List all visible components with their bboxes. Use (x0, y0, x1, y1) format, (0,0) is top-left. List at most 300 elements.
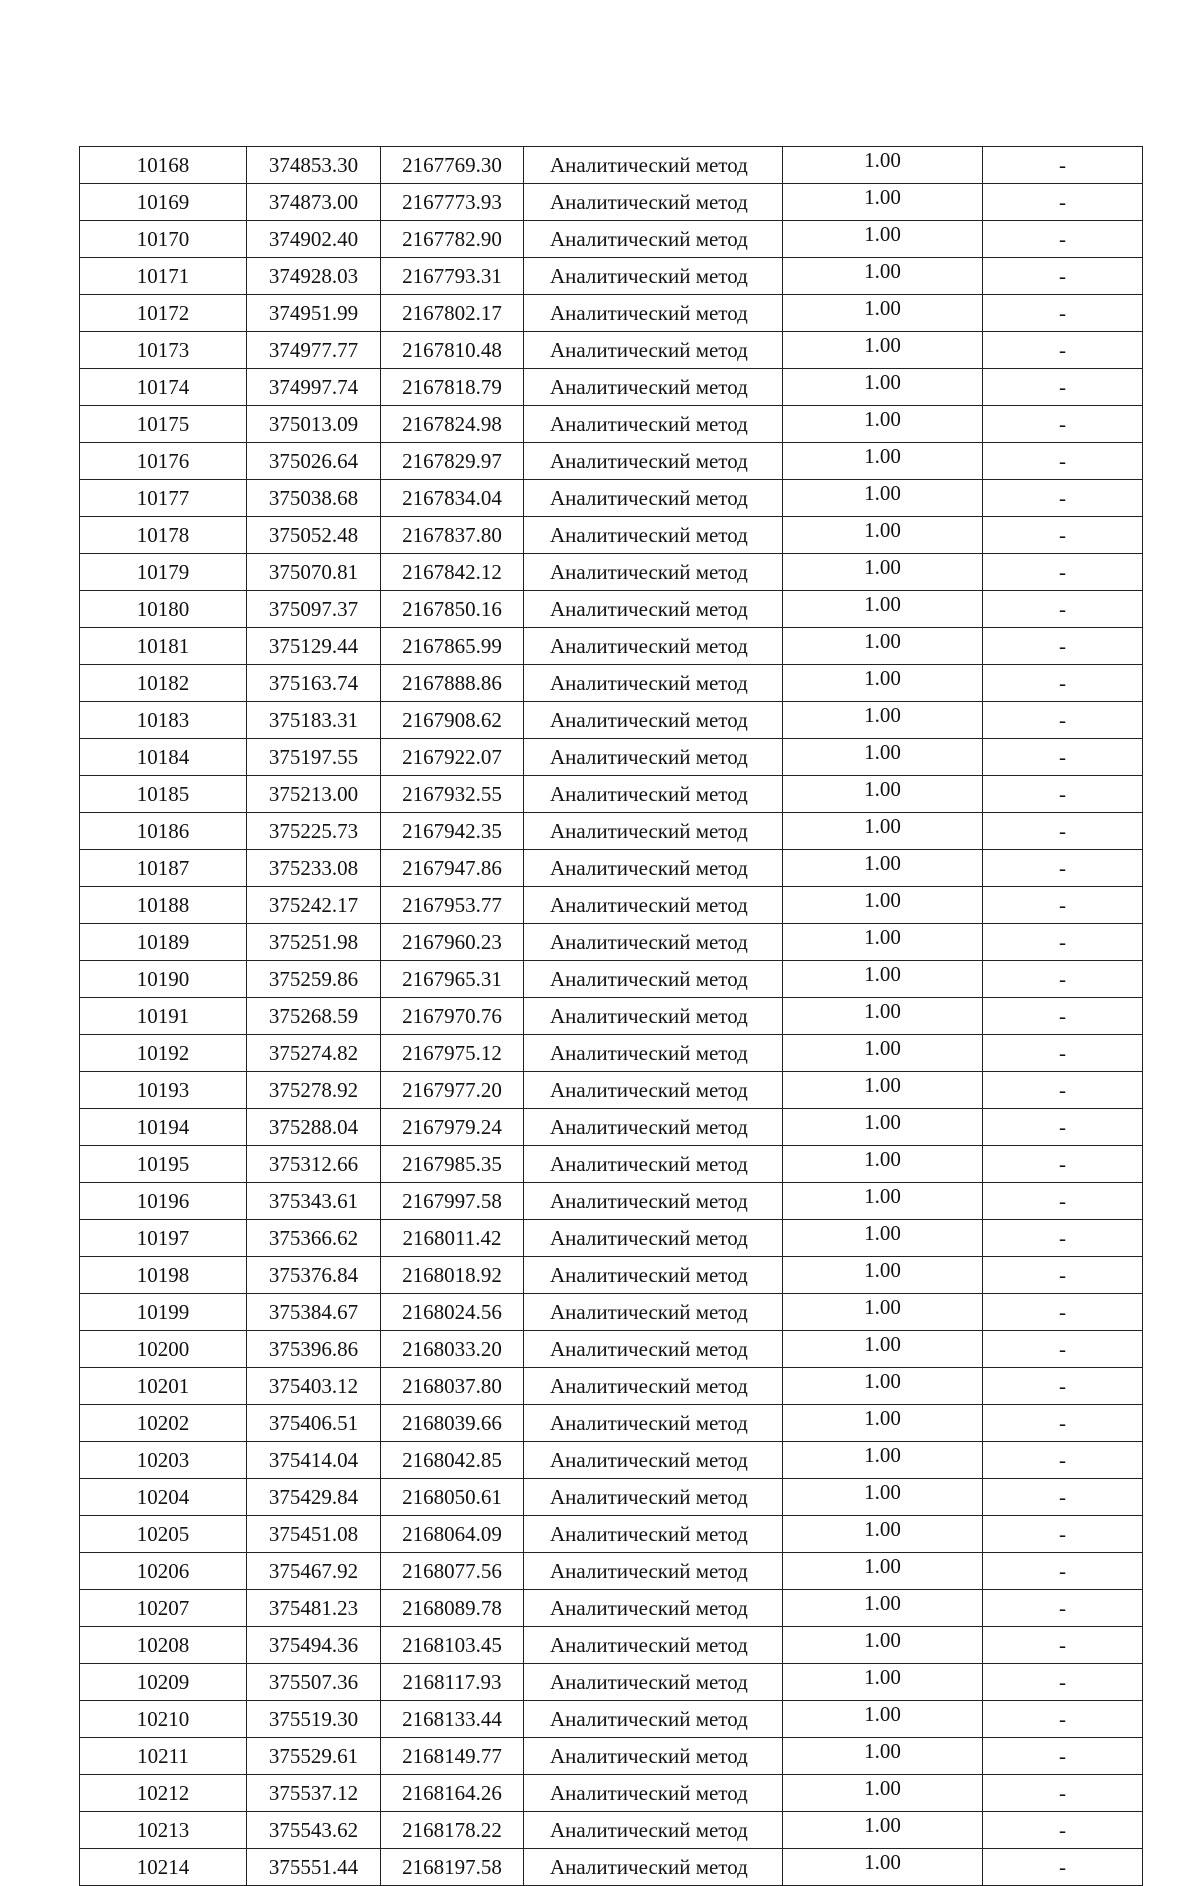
note-cell: - (983, 1701, 1143, 1738)
table-row (80, 147, 1143, 184)
table-row (80, 1664, 1143, 1701)
method-cell: Аналитический метод (524, 1812, 783, 1849)
y-coordinate-cell: 2167947.86 (381, 850, 524, 887)
y-coordinate-cell: 2167810.48 (381, 332, 524, 369)
x-coordinate-cell: 375233.08 (247, 850, 381, 887)
point-number-cell: 10194 (80, 1109, 247, 1146)
table-row (80, 776, 1143, 813)
x-coordinate-cell: 375384.67 (247, 1294, 381, 1331)
method-cell: Аналитический метод (524, 1516, 783, 1553)
note-cell: - (983, 443, 1143, 480)
point-number-cell: 10200 (80, 1331, 247, 1368)
x-coordinate-cell: 374928.03 (247, 258, 381, 295)
y-coordinate-cell: 2167965.31 (381, 961, 524, 998)
note-cell: - (983, 369, 1143, 406)
point-number-cell: 10214 (80, 1849, 247, 1886)
y-coordinate-cell: 2167837.80 (381, 517, 524, 554)
y-coordinate-cell: 2168089.78 (381, 1590, 524, 1627)
x-coordinate-cell: 375406.51 (247, 1405, 381, 1442)
point-number-cell: 10174 (80, 369, 247, 406)
method-cell: Аналитический метод (524, 776, 783, 813)
method-cell: Аналитический метод (524, 1220, 783, 1257)
point-number-cell: 10178 (80, 517, 247, 554)
point-number-cell: 10202 (80, 1405, 247, 1442)
point-number-cell: 10205 (80, 1516, 247, 1553)
method-cell: Аналитический метод (524, 147, 783, 184)
accuracy-cell: 1.00 (783, 813, 983, 850)
y-coordinate-cell: 2168039.66 (381, 1405, 524, 1442)
method-cell: Аналитический метод (524, 1479, 783, 1516)
accuracy-cell: 1.00 (783, 776, 983, 813)
y-coordinate-cell: 2168042.85 (381, 1442, 524, 1479)
note-cell: - (983, 554, 1143, 591)
method-cell: Аналитический метод (524, 702, 783, 739)
coordinates-table (79, 146, 1143, 1886)
y-coordinate-cell: 2167865.99 (381, 628, 524, 665)
table-row (80, 591, 1143, 628)
table-row (80, 480, 1143, 517)
x-coordinate-cell: 375097.37 (247, 591, 381, 628)
y-coordinate-cell: 2168117.93 (381, 1664, 524, 1701)
y-coordinate-cell: 2167782.90 (381, 221, 524, 258)
y-coordinate-cell: 2167908.62 (381, 702, 524, 739)
note-cell: - (983, 1479, 1143, 1516)
point-number-cell: 10203 (80, 1442, 247, 1479)
table-row (80, 258, 1143, 295)
method-cell: Аналитический метод (524, 1368, 783, 1405)
note-cell: - (983, 1109, 1143, 1146)
accuracy-cell: 1.00 (783, 406, 983, 443)
note-cell: - (983, 998, 1143, 1035)
note-cell: - (983, 1146, 1143, 1183)
note-cell: - (983, 147, 1143, 184)
point-number-cell: 10181 (80, 628, 247, 665)
note-cell: - (983, 739, 1143, 776)
accuracy-cell: 1.00 (783, 1738, 983, 1775)
note-cell: - (983, 1331, 1143, 1368)
table-row (80, 813, 1143, 850)
table-row (80, 1035, 1143, 1072)
point-number-cell: 10198 (80, 1257, 247, 1294)
x-coordinate-cell: 375529.61 (247, 1738, 381, 1775)
point-number-cell: 10188 (80, 887, 247, 924)
x-coordinate-cell: 375519.30 (247, 1701, 381, 1738)
point-number-cell: 10179 (80, 554, 247, 591)
method-cell: Аналитический метод (524, 517, 783, 554)
point-number-cell: 10210 (80, 1701, 247, 1738)
point-number-cell: 10204 (80, 1479, 247, 1516)
note-cell: - (983, 850, 1143, 887)
point-number-cell: 10211 (80, 1738, 247, 1775)
point-number-cell: 10175 (80, 406, 247, 443)
method-cell: Аналитический метод (524, 332, 783, 369)
point-number-cell: 10207 (80, 1590, 247, 1627)
table-row (80, 1442, 1143, 1479)
x-coordinate-cell: 375013.09 (247, 406, 381, 443)
y-coordinate-cell: 2168033.20 (381, 1331, 524, 1368)
y-coordinate-cell: 2167975.12 (381, 1035, 524, 1072)
accuracy-cell: 1.00 (783, 1368, 983, 1405)
method-cell: Аналитический метод (524, 1405, 783, 1442)
point-number-cell: 10171 (80, 258, 247, 295)
point-number-cell: 10209 (80, 1664, 247, 1701)
accuracy-cell: 1.00 (783, 1627, 983, 1664)
method-cell: Аналитический метод (524, 1257, 783, 1294)
point-number-cell: 10192 (80, 1035, 247, 1072)
method-cell: Аналитический метод (524, 1627, 783, 1664)
point-number-cell: 10212 (80, 1775, 247, 1812)
point-number-cell: 10176 (80, 443, 247, 480)
point-number-cell: 10187 (80, 850, 247, 887)
y-coordinate-cell: 2167970.76 (381, 998, 524, 1035)
method-cell: Аналитический метод (524, 1072, 783, 1109)
point-number-cell: 10177 (80, 480, 247, 517)
x-coordinate-cell: 374951.99 (247, 295, 381, 332)
note-cell: - (983, 1294, 1143, 1331)
note-cell: - (983, 1553, 1143, 1590)
accuracy-cell: 1.00 (783, 961, 983, 998)
y-coordinate-cell: 2167824.98 (381, 406, 524, 443)
accuracy-cell: 1.00 (783, 1331, 983, 1368)
table-row (80, 1109, 1143, 1146)
method-cell: Аналитический метод (524, 739, 783, 776)
x-coordinate-cell: 374853.30 (247, 147, 381, 184)
x-coordinate-cell: 375163.74 (247, 665, 381, 702)
note-cell: - (983, 776, 1143, 813)
note-cell: - (983, 1775, 1143, 1812)
accuracy-cell: 1.00 (783, 1812, 983, 1849)
method-cell: Аналитический метод (524, 369, 783, 406)
point-number-cell: 10193 (80, 1072, 247, 1109)
point-number-cell: 10182 (80, 665, 247, 702)
table-row (80, 739, 1143, 776)
table-row (80, 665, 1143, 702)
y-coordinate-cell: 2167932.55 (381, 776, 524, 813)
table-row (80, 961, 1143, 998)
point-number-cell: 10172 (80, 295, 247, 332)
y-coordinate-cell: 2168178.22 (381, 1812, 524, 1849)
note-cell: - (983, 665, 1143, 702)
table-row (80, 1146, 1143, 1183)
x-coordinate-cell: 375242.17 (247, 887, 381, 924)
note-cell: - (983, 1849, 1143, 1886)
y-coordinate-cell: 2167793.31 (381, 258, 524, 295)
table-row (80, 924, 1143, 961)
x-coordinate-cell: 375251.98 (247, 924, 381, 961)
table-row (80, 998, 1143, 1035)
y-coordinate-cell: 2167953.77 (381, 887, 524, 924)
y-coordinate-cell: 2168018.92 (381, 1257, 524, 1294)
point-number-cell: 10213 (80, 1812, 247, 1849)
y-coordinate-cell: 2167979.24 (381, 1109, 524, 1146)
x-coordinate-cell: 375543.62 (247, 1812, 381, 1849)
table-row (80, 1183, 1143, 1220)
note-cell: - (983, 1627, 1143, 1664)
x-coordinate-cell: 375429.84 (247, 1479, 381, 1516)
accuracy-cell: 1.00 (783, 850, 983, 887)
point-number-cell: 10190 (80, 961, 247, 998)
coordinates-table-body (80, 147, 1143, 1886)
y-coordinate-cell: 2168064.09 (381, 1516, 524, 1553)
accuracy-cell: 1.00 (783, 1516, 983, 1553)
x-coordinate-cell: 375537.12 (247, 1775, 381, 1812)
y-coordinate-cell: 2168011.42 (381, 1220, 524, 1257)
table-row (80, 1553, 1143, 1590)
method-cell: Аналитический метод (524, 665, 783, 702)
x-coordinate-cell: 375451.08 (247, 1516, 381, 1553)
accuracy-cell: 1.00 (783, 1553, 983, 1590)
note-cell: - (983, 1220, 1143, 1257)
accuracy-cell: 1.00 (783, 739, 983, 776)
table-row (80, 369, 1143, 406)
table-row (80, 1812, 1143, 1849)
table-row (80, 332, 1143, 369)
x-coordinate-cell: 375183.31 (247, 702, 381, 739)
point-number-cell: 10186 (80, 813, 247, 850)
point-number-cell: 10184 (80, 739, 247, 776)
y-coordinate-cell: 2168133.44 (381, 1701, 524, 1738)
method-cell: Аналитический метод (524, 924, 783, 961)
x-coordinate-cell: 374997.74 (247, 369, 381, 406)
method-cell: Аналитический метод (524, 1664, 783, 1701)
note-cell: - (983, 1664, 1143, 1701)
y-coordinate-cell: 2168024.56 (381, 1294, 524, 1331)
accuracy-cell: 1.00 (783, 332, 983, 369)
y-coordinate-cell: 2167773.93 (381, 184, 524, 221)
note-cell: - (983, 517, 1143, 554)
accuracy-cell: 1.00 (783, 295, 983, 332)
point-number-cell: 10169 (80, 184, 247, 221)
table-row (80, 1479, 1143, 1516)
x-coordinate-cell: 375481.23 (247, 1590, 381, 1627)
table-row (80, 554, 1143, 591)
method-cell: Аналитический метод (524, 295, 783, 332)
x-coordinate-cell: 375026.64 (247, 443, 381, 480)
table-row (80, 1738, 1143, 1775)
method-cell: Аналитический метод (524, 1294, 783, 1331)
accuracy-cell: 1.00 (783, 1664, 983, 1701)
x-coordinate-cell: 375551.44 (247, 1849, 381, 1886)
note-cell: - (983, 1183, 1143, 1220)
x-coordinate-cell: 375312.66 (247, 1146, 381, 1183)
x-coordinate-cell: 374902.40 (247, 221, 381, 258)
accuracy-cell: 1.00 (783, 369, 983, 406)
note-cell: - (983, 221, 1143, 258)
accuracy-cell: 1.00 (783, 554, 983, 591)
point-number-cell: 10201 (80, 1368, 247, 1405)
method-cell: Аналитический метод (524, 1109, 783, 1146)
x-coordinate-cell: 375070.81 (247, 554, 381, 591)
method-cell: Аналитический метод (524, 221, 783, 258)
accuracy-cell: 1.00 (783, 1701, 983, 1738)
accuracy-cell: 1.00 (783, 1590, 983, 1627)
table-row (80, 1590, 1143, 1627)
y-coordinate-cell: 2167942.35 (381, 813, 524, 850)
y-coordinate-cell: 2167997.58 (381, 1183, 524, 1220)
point-number-cell: 10191 (80, 998, 247, 1035)
point-number-cell: 10180 (80, 591, 247, 628)
accuracy-cell: 1.00 (783, 702, 983, 739)
method-cell: Аналитический метод (524, 1553, 783, 1590)
table-row (80, 184, 1143, 221)
method-cell: Аналитический метод (524, 1035, 783, 1072)
note-cell: - (983, 591, 1143, 628)
y-coordinate-cell: 2168037.80 (381, 1368, 524, 1405)
method-cell: Аналитический метод (524, 443, 783, 480)
note-cell: - (983, 1405, 1143, 1442)
table-row (80, 1516, 1143, 1553)
x-coordinate-cell: 375494.36 (247, 1627, 381, 1664)
x-coordinate-cell: 375467.92 (247, 1553, 381, 1590)
accuracy-cell: 1.00 (783, 1405, 983, 1442)
method-cell: Аналитический метод (524, 813, 783, 850)
x-coordinate-cell: 375052.48 (247, 517, 381, 554)
note-cell: - (983, 887, 1143, 924)
method-cell: Аналитический метод (524, 887, 783, 924)
table-row (80, 628, 1143, 665)
note-cell: - (983, 924, 1143, 961)
point-number-cell: 10208 (80, 1627, 247, 1664)
method-cell: Аналитический метод (524, 258, 783, 295)
x-coordinate-cell: 375038.68 (247, 480, 381, 517)
y-coordinate-cell: 2167977.20 (381, 1072, 524, 1109)
method-cell: Аналитический метод (524, 591, 783, 628)
x-coordinate-cell: 375366.62 (247, 1220, 381, 1257)
note-cell: - (983, 1368, 1143, 1405)
x-coordinate-cell: 375414.04 (247, 1442, 381, 1479)
point-number-cell: 10206 (80, 1553, 247, 1590)
method-cell: Аналитический метод (524, 961, 783, 998)
x-coordinate-cell: 375213.00 (247, 776, 381, 813)
x-coordinate-cell: 375197.55 (247, 739, 381, 776)
x-coordinate-cell: 375403.12 (247, 1368, 381, 1405)
accuracy-cell: 1.00 (783, 443, 983, 480)
method-cell: Аналитический метод (524, 184, 783, 221)
x-coordinate-cell: 375288.04 (247, 1109, 381, 1146)
accuracy-cell: 1.00 (783, 1257, 983, 1294)
method-cell: Аналитический метод (524, 1775, 783, 1812)
method-cell: Аналитический метод (524, 480, 783, 517)
y-coordinate-cell: 2167850.16 (381, 591, 524, 628)
accuracy-cell: 1.00 (783, 1109, 983, 1146)
accuracy-cell: 1.00 (783, 1775, 983, 1812)
table-row (80, 295, 1143, 332)
method-cell: Аналитический метод (524, 1146, 783, 1183)
accuracy-cell: 1.00 (783, 221, 983, 258)
point-number-cell: 10196 (80, 1183, 247, 1220)
note-cell: - (983, 184, 1143, 221)
note-cell: - (983, 1442, 1143, 1479)
method-cell: Аналитический метод (524, 406, 783, 443)
point-number-cell: 10195 (80, 1146, 247, 1183)
x-coordinate-cell: 374873.00 (247, 184, 381, 221)
note-cell: - (983, 295, 1143, 332)
note-cell: - (983, 480, 1143, 517)
point-number-cell: 10170 (80, 221, 247, 258)
table-row (80, 1294, 1143, 1331)
method-cell: Аналитический метод (524, 1331, 783, 1368)
note-cell: - (983, 1812, 1143, 1849)
accuracy-cell: 1.00 (783, 1442, 983, 1479)
x-coordinate-cell: 375129.44 (247, 628, 381, 665)
table-row (80, 1405, 1143, 1442)
note-cell: - (983, 628, 1143, 665)
table-row (80, 1701, 1143, 1738)
method-cell: Аналитический метод (524, 628, 783, 665)
table-row (80, 702, 1143, 739)
note-cell: - (983, 1257, 1143, 1294)
table-row (80, 1257, 1143, 1294)
point-number-cell: 10183 (80, 702, 247, 739)
accuracy-cell: 1.00 (783, 1035, 983, 1072)
accuracy-cell: 1.00 (783, 1220, 983, 1257)
y-coordinate-cell: 2167985.35 (381, 1146, 524, 1183)
y-coordinate-cell: 2167818.79 (381, 369, 524, 406)
note-cell: - (983, 258, 1143, 295)
accuracy-cell: 1.00 (783, 924, 983, 961)
y-coordinate-cell: 2167834.04 (381, 480, 524, 517)
accuracy-cell: 1.00 (783, 258, 983, 295)
method-cell: Аналитический метод (524, 850, 783, 887)
table-row (80, 1627, 1143, 1664)
note-cell: - (983, 961, 1143, 998)
table-row (80, 406, 1143, 443)
y-coordinate-cell: 2168050.61 (381, 1479, 524, 1516)
note-cell: - (983, 332, 1143, 369)
table-row (80, 1072, 1143, 1109)
note-cell: - (983, 1072, 1143, 1109)
y-coordinate-cell: 2168077.56 (381, 1553, 524, 1590)
table-row (80, 517, 1143, 554)
x-coordinate-cell: 374977.77 (247, 332, 381, 369)
method-cell: Аналитический метод (524, 1701, 783, 1738)
y-coordinate-cell: 2167802.17 (381, 295, 524, 332)
x-coordinate-cell: 375396.86 (247, 1331, 381, 1368)
accuracy-cell: 1.00 (783, 147, 983, 184)
accuracy-cell: 1.00 (783, 1072, 983, 1109)
accuracy-cell: 1.00 (783, 1183, 983, 1220)
point-number-cell: 10173 (80, 332, 247, 369)
note-cell: - (983, 1590, 1143, 1627)
method-cell: Аналитический метод (524, 554, 783, 591)
y-coordinate-cell: 2167842.12 (381, 554, 524, 591)
point-number-cell: 10199 (80, 1294, 247, 1331)
x-coordinate-cell: 375376.84 (247, 1257, 381, 1294)
method-cell: Аналитический метод (524, 998, 783, 1035)
y-coordinate-cell: 2167922.07 (381, 739, 524, 776)
note-cell: - (983, 813, 1143, 850)
y-coordinate-cell: 2168149.77 (381, 1738, 524, 1775)
y-coordinate-cell: 2168197.58 (381, 1849, 524, 1886)
accuracy-cell: 1.00 (783, 517, 983, 554)
accuracy-cell: 1.00 (783, 887, 983, 924)
table-row (80, 1331, 1143, 1368)
accuracy-cell: 1.00 (783, 665, 983, 702)
table-row (80, 443, 1143, 480)
x-coordinate-cell: 375259.86 (247, 961, 381, 998)
x-coordinate-cell: 375278.92 (247, 1072, 381, 1109)
table-row (80, 221, 1143, 258)
y-coordinate-cell: 2168164.26 (381, 1775, 524, 1812)
table-row (80, 1220, 1143, 1257)
x-coordinate-cell: 375268.59 (247, 998, 381, 1035)
table-row (80, 887, 1143, 924)
point-number-cell: 10197 (80, 1220, 247, 1257)
x-coordinate-cell: 375225.73 (247, 813, 381, 850)
note-cell: - (983, 702, 1143, 739)
table-row (80, 1368, 1143, 1405)
point-number-cell: 10168 (80, 147, 247, 184)
